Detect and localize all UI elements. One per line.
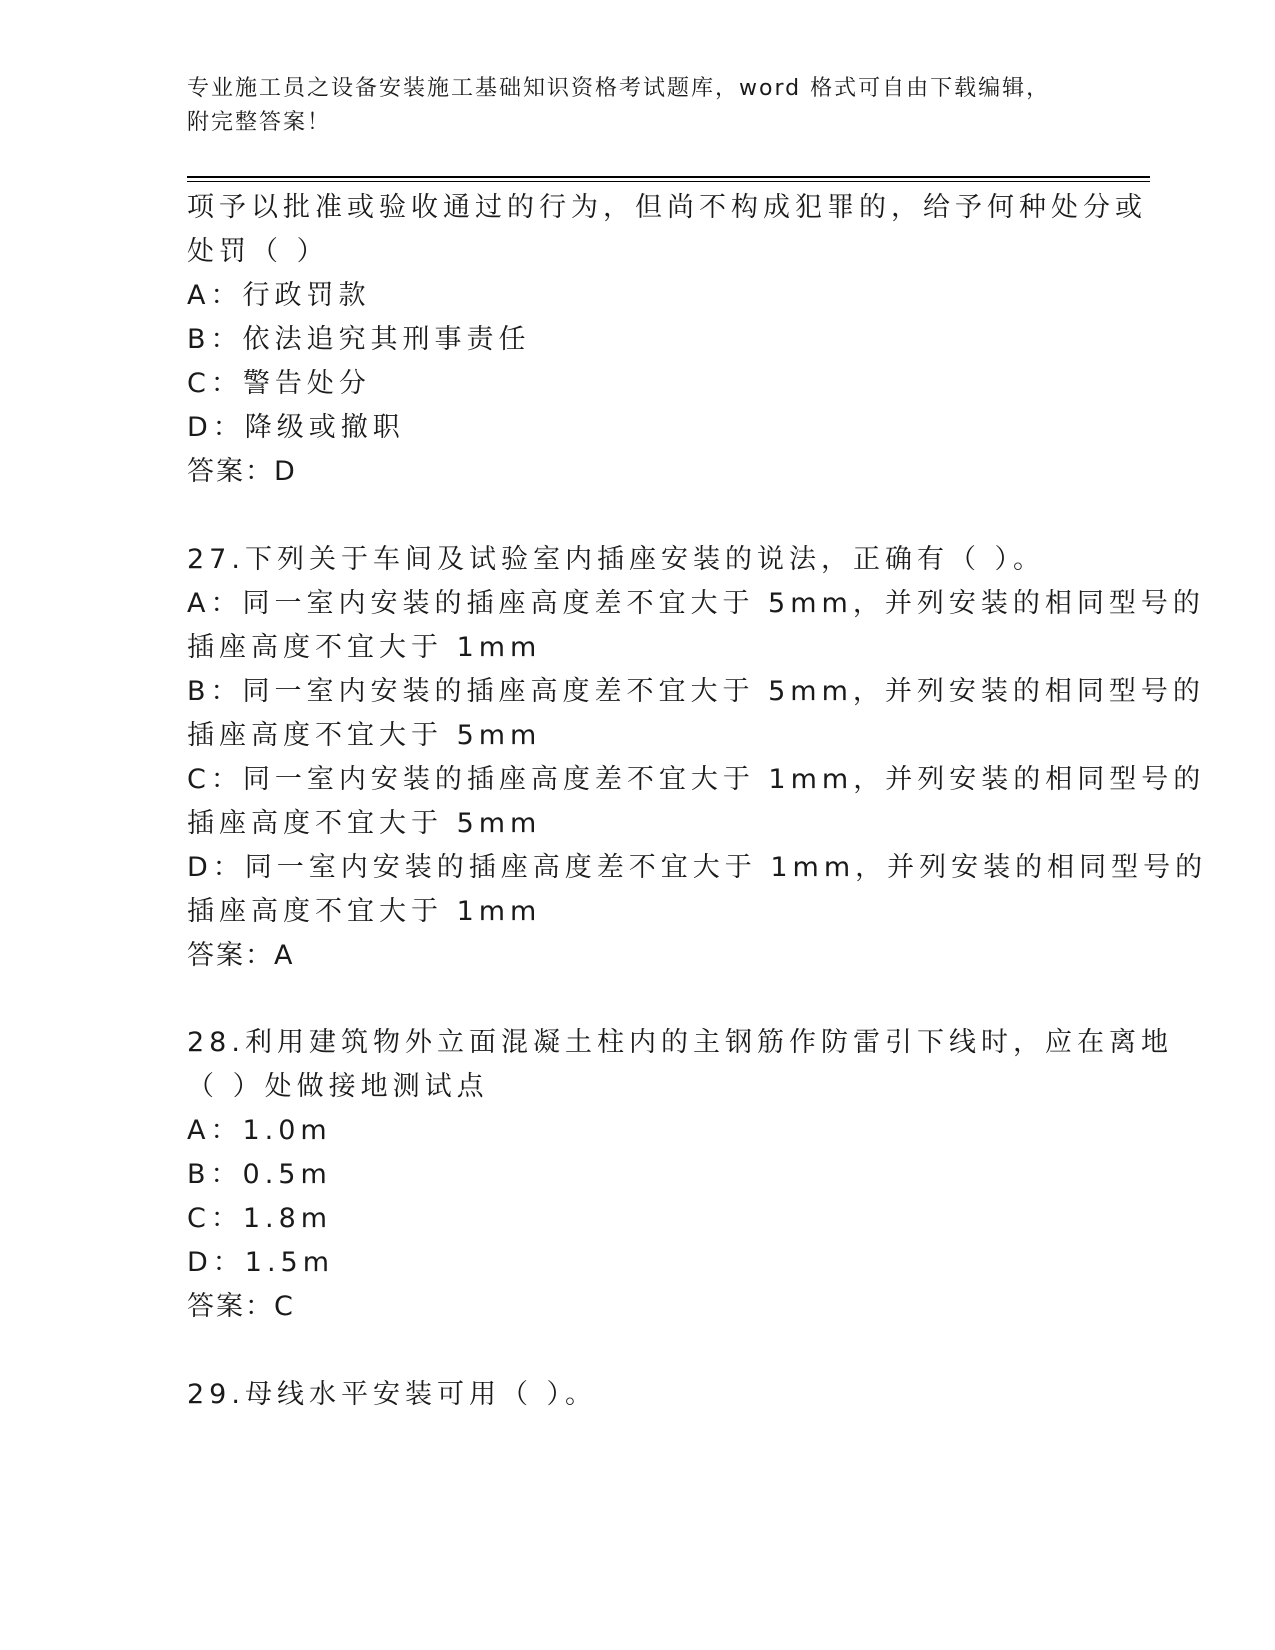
q27-option-b-line-1: B：同一室内安装的插座高度差不宜大于 5mm，并列安装的相同型号的 [187, 676, 1205, 707]
q27-option-d-line-2: 插座高度不宜大于 1mm [187, 896, 542, 927]
q27-stem: 27.下列关于车间及试验室内插座安装的说法，正确有（ ）。 [187, 544, 1046, 575]
q27-option-a-line-1: A：同一室内安装的插座高度差不宜大于 5mm，并列安装的相同型号的 [187, 588, 1205, 619]
q27-option-b-line-2: 插座高度不宜大于 5mm [187, 720, 542, 751]
q26-option-a: A：行政罚款 [187, 280, 371, 311]
q27-option-c-line-2: 插座高度不宜大于 5mm [187, 808, 542, 839]
q28-stem-line-2: （ ）处做接地测试点 [187, 1071, 489, 1102]
q26-stem-line-2: 处罚（ ） [187, 236, 329, 267]
q28-option-b: B：0.5m [187, 1159, 332, 1190]
header-rule-thick [187, 176, 1150, 178]
q29-stem: 29.母线水平安装可用（ ）。 [187, 1379, 598, 1410]
q27-option-d-line-1: D：同一室内安装的插座高度差不宜大于 1mm，并列安装的相同型号的 [187, 852, 1208, 883]
q26-option-d: D：降级或撤职 [187, 412, 405, 443]
header-line-1: 专业施工员之设备安装施工基础知识资格考试题库，word 格式可自由下载编辑， [187, 76, 1051, 101]
q28-answer: 答案：C [187, 1291, 295, 1322]
header-rule-thin [187, 181, 1150, 182]
q27-answer: 答案：A [187, 940, 295, 971]
q28-option-c: C：1.8m [187, 1203, 333, 1234]
q26-option-b: B：依法追究其刑事责任 [187, 324, 531, 355]
q26-option-c: C：警告处分 [187, 368, 371, 399]
q28-stem-line-1: 28.利用建筑物外立面混凝土柱内的主钢筋作防雷引下线时，应在离地 [187, 1027, 1173, 1058]
q27-option-a-line-2: 插座高度不宜大于 1mm [187, 632, 542, 663]
document-header [187, 72, 1067, 140]
q28-option-a: A：1.0m [187, 1115, 332, 1146]
header-line-2: 附完整答案！ [187, 110, 332, 135]
q28-option-d: D：1.5m [187, 1247, 335, 1278]
q26-answer: 答案：D [187, 456, 297, 487]
q27-option-c-line-1: C：同一室内安装的插座高度差不宜大于 1mm，并列安装的相同型号的 [187, 764, 1206, 795]
q26-stem-line-1: 项予以批准或验收通过的行为，但尚不构成犯罪的，给予何种处分或 [187, 192, 1147, 223]
